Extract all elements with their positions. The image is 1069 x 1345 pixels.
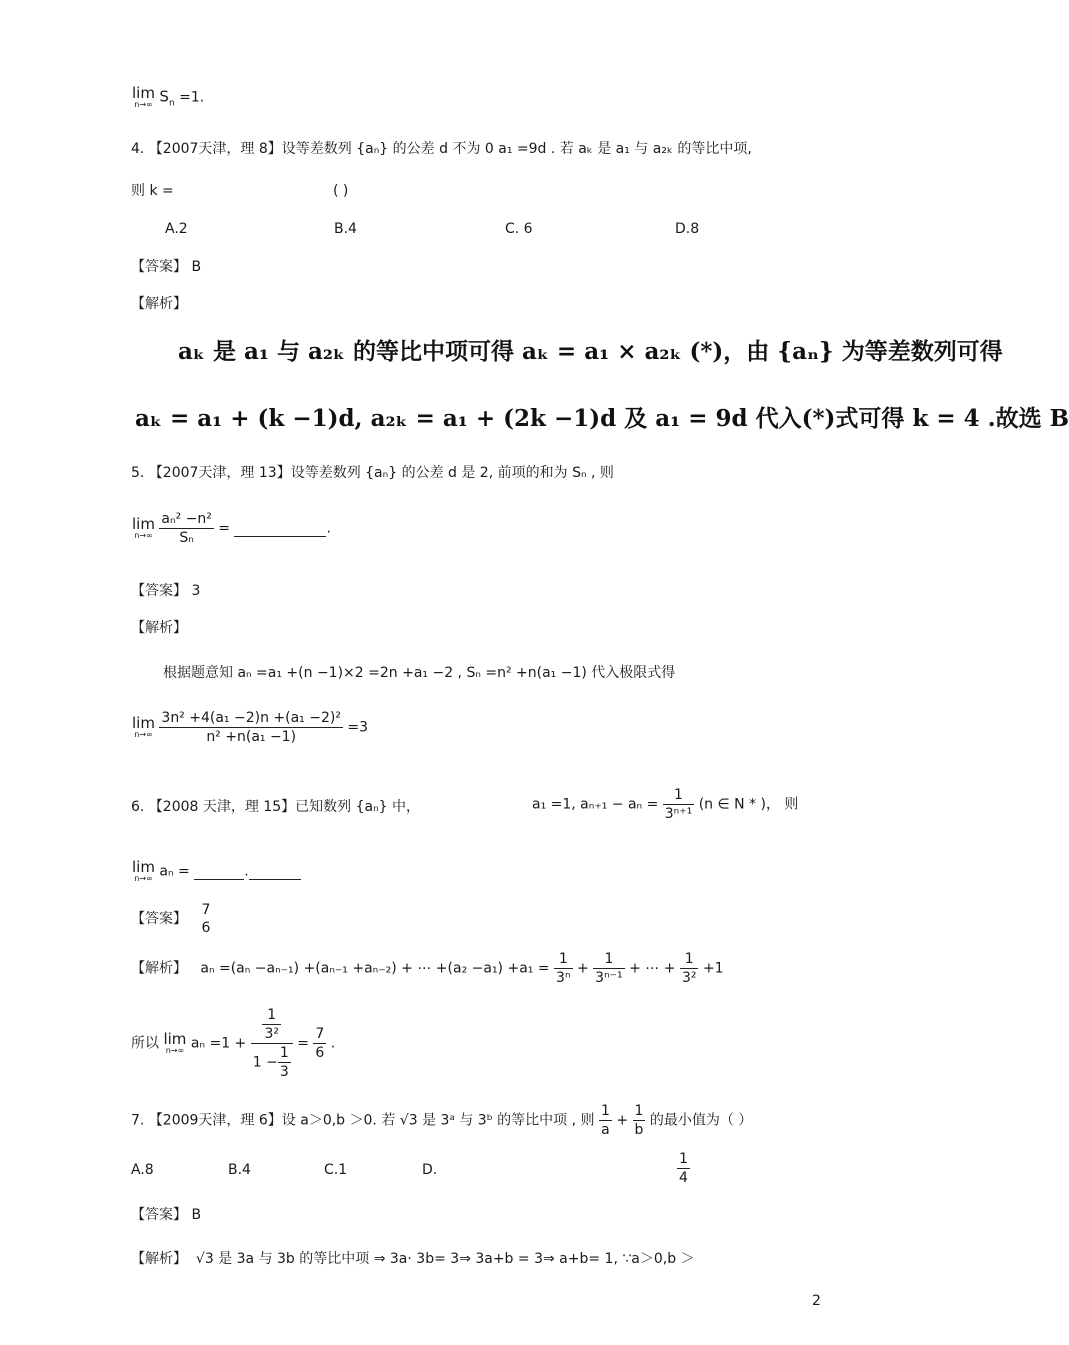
q4-option-a: A.2 <box>165 221 188 237</box>
q6-analysis: 【解析】 aₙ =(aₙ −aₙ₋₁) +(aₙ₋₁ +aₙ₋₂) + ⋯ +(a₂ −a₁) +a₁ = $\frac{1}{\text{3ⁿ}}$ + $\frac{1}{\text{3ⁿ⁻¹}}$ + ⋯ + $\frac{1}{\text{3²}}$ +1 <box>131 951 724 986</box>
q7-option-b: B.4 <box>228 1162 251 1178</box>
q7-analysis: 【解析】 √3 是 3a 与 3b 的等比中项 ⇒ 3a· 3b= 3⇒ 3a+b = 3⇒ a+b= 1, ∵a＞0,b ＞ <box>131 1251 695 1267</box>
q6-compound-fraction: $\frac{1}{\text{3²}}$ 1 − $\frac{1}{3}$ <box>251 1008 293 1079</box>
q4-option-c: C. 6 <box>505 221 533 237</box>
q4-stem: 4. 【2007天津，理 8】设等差数列 {aₙ} 的公差 d 不为 0 a₁ =9d . 若 aₖ 是 a₁ 与 a₂ₖ 的等比中项, <box>131 141 752 157</box>
q4-option-d: D.8 <box>675 221 700 237</box>
q6-answer: 【答案】 7 6 <box>131 902 211 936</box>
q5-stem: 5. 【2007天津，理 13】设等差数列 {aₙ} 的公差 d 是 2, 前项的和为 Sₙ , 则 <box>131 465 614 481</box>
page-number: 2 <box>812 1293 821 1309</box>
q5-limit-expression: lim n→∞ $\frac{\text{aₙ² −n²}}{\text{Sₙ}}$ = . <box>132 511 331 546</box>
q7-option-c: C.1 <box>324 1162 348 1178</box>
q5-fraction: $\frac{\text{aₙ² −n²}}{\text{Sₙ}}$ <box>161 511 212 546</box>
top-limit-line: lim n→∞ $S_n =1$. <box>132 84 205 109</box>
q4-answer: 【答案】 B <box>131 259 202 275</box>
q6-stem: 6. 【2008 天津，理 15】已知数列 {aₙ} 中， <box>131 799 421 815</box>
q4-paren: ( ) <box>333 183 349 199</box>
q4-option-b: B.4 <box>334 221 357 237</box>
q6-conclusion: 所以 lim n→∞ aₙ =1 + $\frac{1}{\text{3²}}$ 1 − $\frac{1}{3}$ = $\frac{7}{6}$ . <box>131 1007 336 1080</box>
s-symbol: S <box>159 87 169 106</box>
q4-stem-line2: 则 k = <box>131 183 174 199</box>
q4-analysis-line1: aₖ 是 a₁ 与 a₂ₖ 的等比中项可得 aₖ = a₁ × a₂ₖ (*)，由 {aₙ} 为等差数列可得 <box>178 338 1003 365</box>
q5-limit-result: lim n→∞ $\frac{\text{3n² +4(a₁ −2)n +(a₁ −2)²}}{\text{n² +n(a₁ −1)}}$ =3 <box>132 710 369 745</box>
q4-analysis-line2: aₖ = a₁ + (k −1)d, a₂ₖ = a₁ + (2k −1)d 及 a₁ = 9d 代入(*)式可得 k = 4 .故选 B <box>135 405 1069 432</box>
q4-analysis-label: 【解析】 <box>131 296 187 312</box>
q6-condition: a₁ =1, aₙ₊₁ − aₙ = $\frac{1}{\text{3ⁿ⁺¹}}$ (n ∈ N * )， 则 <box>532 787 799 822</box>
q5-blank <box>234 522 326 537</box>
q5-analysis-line1: 根据题意知 aₙ =a₁ +(n −1)×2 =2n +a₁ −2 , Sₙ =n² +n(a₁ −1) 代入极限式得 <box>163 665 676 681</box>
q5-answer: 【答案】 3 <box>131 583 201 599</box>
q7-option-d: D. <box>422 1162 438 1178</box>
limit-symbol: lim n→∞ <box>132 84 155 109</box>
q5-analysis-label: 【解析】 <box>131 620 187 636</box>
q6-limit-blank: lim n→∞ aₙ = . <box>132 860 301 883</box>
q7-answer: 【答案】 B <box>131 1207 202 1223</box>
q7-option-a: A.8 <box>131 1162 154 1178</box>
q7-option-d-fraction: $\frac{1}{4}$ <box>679 1151 688 1186</box>
q7-stem: 7. 【2009天津，理 6】设 a＞0,b ＞0. 若 √3 是 3ᵃ 与 3ᵇ 的等比中项 , 则 $\frac{1}{a}$ + $\frac{1}{b}$ 的最小值为（ ） <box>131 1103 753 1138</box>
